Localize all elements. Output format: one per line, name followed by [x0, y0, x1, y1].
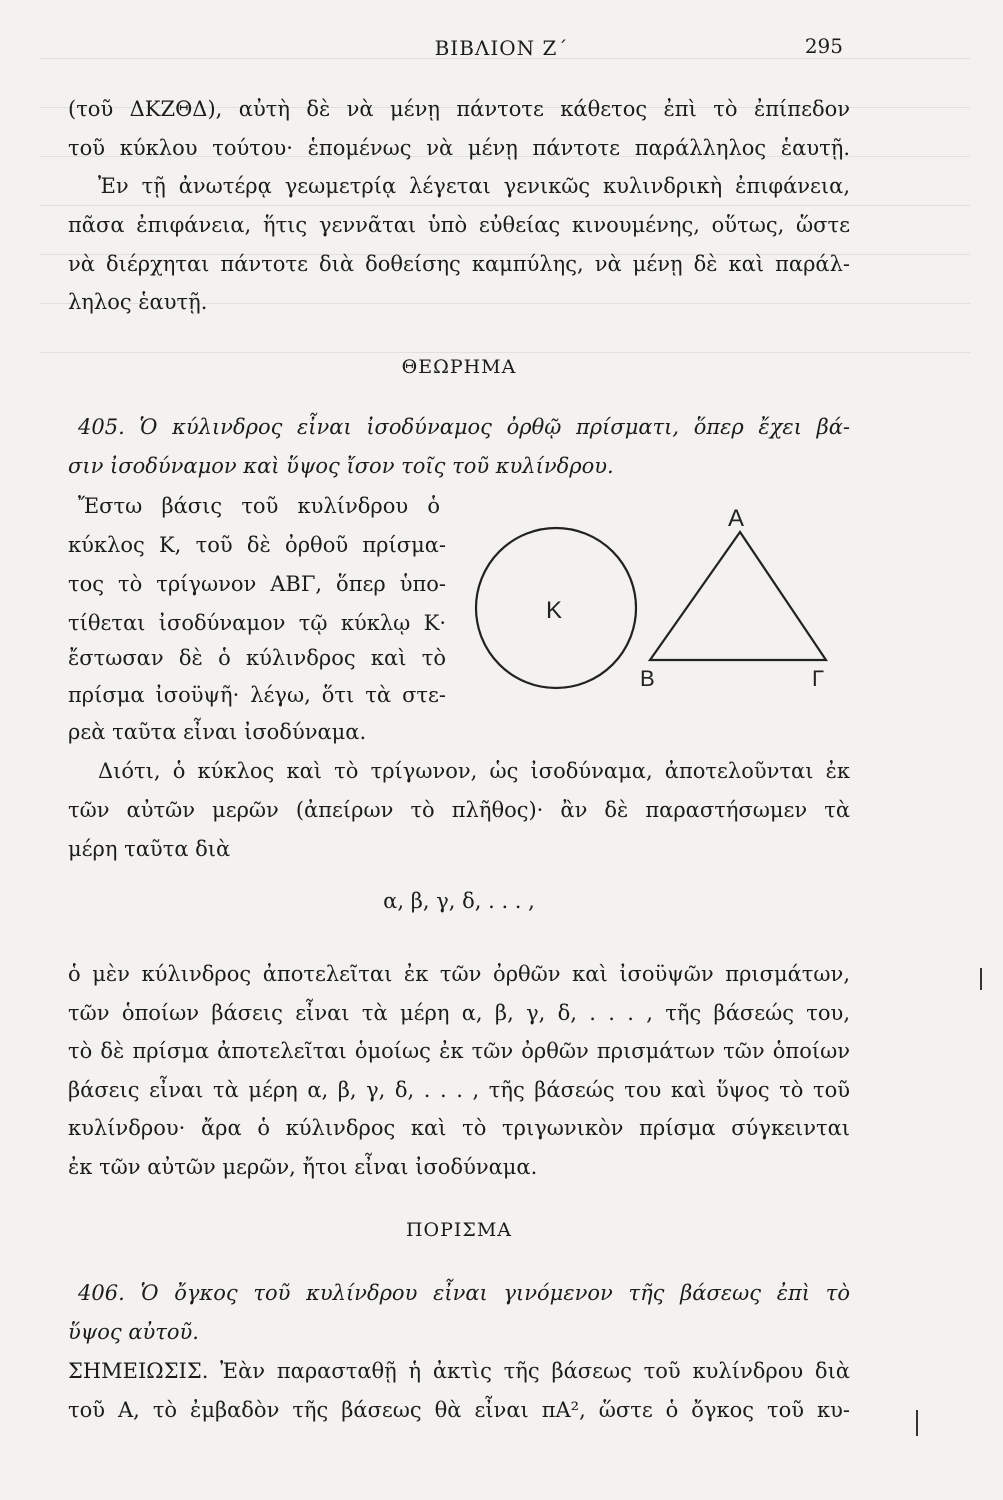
text-line: νὰ διέρχηται πάντοτε διὰ δοθείσης καμπύλης, νὰ μένῃ δὲ καὶ παράλ-	[68, 252, 850, 276]
circle-label: Κ	[546, 597, 563, 624]
corollary-statement: 406. Ὁ ὄγκος τοῦ κυλίνδρου εἶναι γινόμενον τῆς βάσεως ἐπὶ τὸ	[78, 1281, 850, 1305]
theorem-statement: σιν ἰσοδύναμον καὶ ὕψος ἴσον τοῖς τοῦ κυλίνδρου.	[68, 454, 614, 478]
text-line: ληλος ἑαυτῇ.	[68, 290, 208, 314]
text-line: τος τὸ τρίγωνον ΑΒΓ, ὅπερ ὑπο-	[68, 572, 446, 596]
margin-mark	[916, 1410, 918, 1436]
vertex-label-g: Γ	[812, 666, 825, 691]
section-heading-theorem: ΘΕΩΡΗΜΑ	[401, 356, 517, 378]
text-line: πρίσμα ἰσοϋψῆ· λέγω, ὅτι τὰ στε-	[68, 683, 446, 707]
text-line: κύκλος Κ, τοῦ δὲ ὀρθοῦ πρίσμα-	[68, 533, 446, 557]
circle-triangle-figure	[470, 500, 850, 700]
text-line: βάσεις εἶναι τὰ μέρη α, β, γ, δ, . . . , τῆς βάσεώς του καὶ ὕψος τὸ τοῦ	[68, 1078, 850, 1102]
text-line: Διότι, ὁ κύκλος καὶ τὸ τρίγωνον, ὡς ἰσοδύναμα, ἀποτελοῦνται ἐκ	[98, 759, 850, 783]
text-line: ἐκ τῶν αὐτῶν μερῶν, ἤτοι εἶναι ἰσοδύναμα.	[68, 1155, 538, 1179]
text-line: ὁ μὲν κύλινδρος ἀποτελεῖται ἐκ τῶν ὀρθῶν καὶ ἰσοϋψῶν πρισμάτων,	[68, 962, 850, 986]
vertex-label-a: Α	[728, 505, 745, 532]
text-line: Ἔστω βάσις τοῦ κυλίνδρου ὁ	[78, 494, 440, 518]
theorem-statement: 405. Ὁ κύλινδρος εἶναι ἰσοδύναμος ὀρθῷ πρίσματι, ὅπερ ἔχει βά-	[78, 415, 850, 439]
text-line: τῶν ὁποίων βάσεις εἶναι τὰ μέρη α, β, γ, δ, . . . , τῆς βάσεώς του,	[68, 1001, 850, 1025]
text-line: ΣΗΜΕΙΩΣΙΣ. Ἐὰν παρασταθῇ ἡ ἀκτὶς τῆς βάσεως τοῦ κυλίνδρου διὰ	[68, 1359, 850, 1383]
equation-line: α, β, γ, δ, . . . ,	[383, 889, 535, 913]
text-line: (τοῦ ΔΚΖΘΔ), αὐτὴ δὲ νὰ μένῃ πάντοτε κάθετος ἐπὶ τὸ ἐπίπεδον	[68, 97, 850, 121]
section-heading-corollary: ΠΟΡΙΣΜΑ	[405, 1219, 513, 1241]
text-line: μέρη ταῦτα διὰ	[68, 837, 231, 861]
text-line: Ἐν τῇ ἀνωτέρᾳ γεωμετρίᾳ λέγεται γενικῶς κυλινδρικὴ ἐπιφάνεια,	[98, 174, 850, 198]
text-line: πᾶσα ἐπιφάνεια, ἥτις γεννᾶται ὑπὸ εὐθείας κινουμένης, οὕτως, ὥστε	[68, 213, 850, 237]
text-line: ρεὰ ταῦτα εἶναι ἰσοδύναμα.	[68, 720, 367, 744]
margin-mark	[980, 968, 982, 990]
text-line: τῶν αὐτῶν μερῶν (ἀπείρων τὸ πλῆθος)· ἂν δὲ παραστήσωμεν τὰ	[68, 798, 850, 822]
running-head: ΒΙΒΛΙΟΝ Ζ΄	[434, 36, 569, 60]
text-line: τίθεται ἰσοδύναμον τῷ κύκλῳ Κ·	[68, 611, 446, 635]
triangle-abg	[650, 532, 826, 660]
page-number: 295	[804, 34, 843, 58]
text-line: τοῦ κύκλου τούτου· ἑπομένως νὰ μένῃ πάντοτε παράλληλος ἑαυτῇ.	[68, 136, 850, 160]
vertex-label-b: Β	[640, 666, 655, 691]
corollary-statement: ὕψος αὐτοῦ.	[68, 1320, 199, 1344]
text-line: τὸ δὲ πρίσμα ἀποτελεῖται ὁμοίως ἐκ τῶν ὀρθῶν πρισμάτων τῶν ὁποίων	[68, 1039, 850, 1063]
text-line: τοῦ Α, τὸ ἐμβαδὸν τῆς βάσεως θὰ εἶναι πΑ², ὥστε ὁ ὄγκος τοῦ κυ-	[68, 1398, 850, 1422]
text-line: ἔστωσαν δὲ ὁ κύλινδρος καὶ τὸ	[68, 646, 446, 670]
text-line: κυλίνδρου· ἄρα ὁ κύλινδρος καὶ τὸ τριγωνικὸν πρίσμα σύγκεινται	[68, 1116, 850, 1140]
